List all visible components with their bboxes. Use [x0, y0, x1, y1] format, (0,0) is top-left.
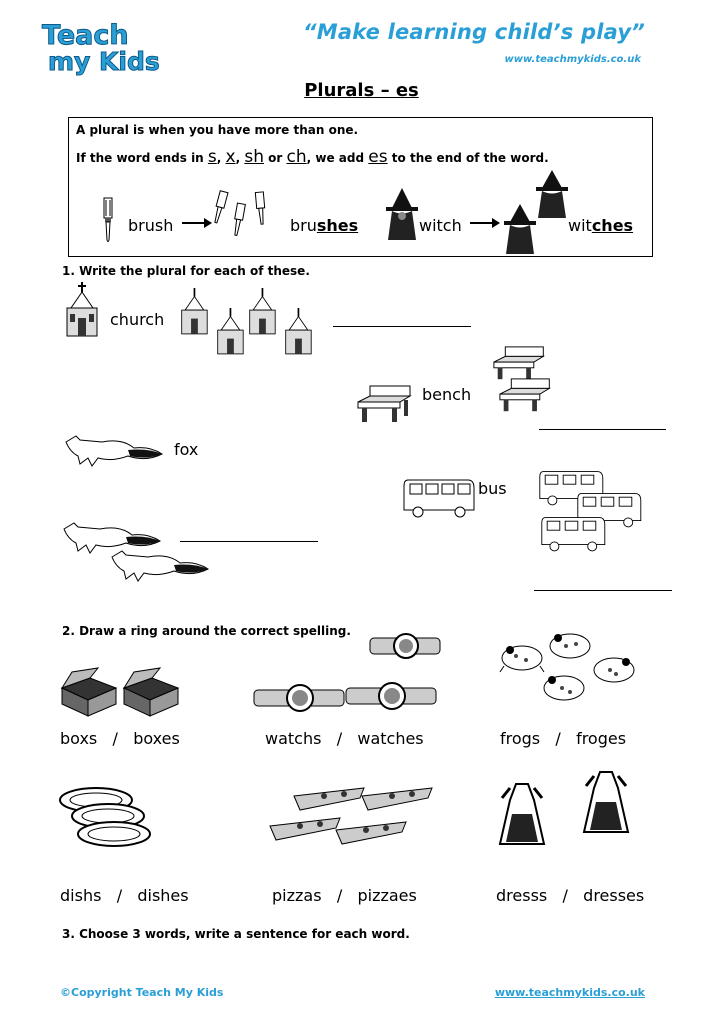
- dress-icon: [498, 772, 638, 848]
- section1-heading: 1. Write the plural for each of these.: [62, 264, 310, 278]
- footer-copyright: ©Copyright Teach My Kids: [60, 986, 224, 999]
- section2-heading: 2. Draw a ring around the correct spelling.: [62, 624, 351, 638]
- brush-icon: [98, 196, 118, 244]
- choice-dish[interactable]: [60, 886, 189, 905]
- letter-s: s: [207, 147, 217, 167]
- brushes-stem: bru: [290, 216, 317, 235]
- choice-separator: /: [336, 729, 343, 748]
- page-title: Plurals – es: [304, 80, 419, 101]
- watch-icon: [254, 628, 444, 714]
- witches-stem: wit: [568, 216, 592, 235]
- choice-dishs[interactable]: dishs: [60, 886, 102, 905]
- choice-watch[interactable]: [265, 729, 424, 748]
- letter-ch: ch: [286, 147, 307, 167]
- answer-line-bench[interactable]: [539, 428, 666, 430]
- example-brush: brush: [128, 216, 174, 235]
- arrow-icon-2: [470, 217, 500, 229]
- bus-icon: [402, 476, 476, 520]
- tagline: “Make learning child’s play”: [303, 20, 645, 44]
- section3-heading: 3. Choose 3 words, write a sentence for each word.: [62, 927, 410, 941]
- box-icon: [60, 668, 184, 720]
- choice-dress[interactable]: [496, 886, 644, 905]
- word-fox: fox: [174, 440, 199, 459]
- fox-icon: [62, 428, 162, 468]
- example-witch: witch: [419, 216, 462, 235]
- choice-froges[interactable]: froges: [576, 729, 627, 748]
- logo-text-teach: Teach: [42, 20, 129, 51]
- choice-separator: /: [555, 729, 561, 748]
- plate-icon: [56, 786, 156, 852]
- choice-watchs[interactable]: watchs: [265, 729, 322, 748]
- witches-ending: ches: [591, 216, 634, 235]
- rule-line-1: A plural is when you have more than one.: [76, 123, 359, 137]
- foxes-icon: [60, 515, 210, 581]
- choice-watches[interactable]: watches: [357, 729, 424, 748]
- logo-text-mykids: my Kids: [48, 47, 160, 76]
- choice-pizza[interactable]: [272, 886, 417, 905]
- letter-es: es: [368, 147, 388, 167]
- logo-graphic: [40, 18, 160, 76]
- choice-frog[interactable]: [500, 729, 626, 748]
- answer-line-bus[interactable]: [534, 589, 672, 591]
- frog-icon: [500, 630, 640, 710]
- choice-boxes[interactable]: boxes: [133, 729, 180, 748]
- benches-icon: [488, 345, 552, 415]
- brushes-ending: shes: [316, 216, 359, 235]
- answer-line-church[interactable]: [333, 325, 471, 327]
- church-icon: [65, 282, 99, 338]
- choice-frogs[interactable]: frogs: [500, 729, 541, 748]
- witch-icon: [384, 188, 420, 242]
- arrow-icon: [182, 217, 212, 229]
- choice-boxs[interactable]: boxs: [60, 729, 98, 748]
- rule-prefix: If the word ends in: [76, 151, 204, 165]
- bench-icon: [356, 384, 414, 424]
- footer-link[interactable]: www.teachmykids.co.uk: [494, 986, 645, 999]
- logo: [40, 18, 160, 76]
- pizza-icon: [270, 782, 438, 872]
- example-brushes: [290, 216, 358, 235]
- churches-icon: [180, 288, 320, 368]
- answer-line-fox[interactable]: [180, 540, 318, 542]
- rule-mid: we add: [315, 151, 365, 165]
- letter-sh: sh: [244, 147, 264, 167]
- choice-dresss[interactable]: dresss: [496, 886, 548, 905]
- word-church: church: [110, 310, 165, 329]
- choice-dresses[interactable]: dresses: [583, 886, 645, 905]
- choice-separator: /: [112, 729, 118, 748]
- buses-icon: [536, 468, 648, 556]
- choice-pizzas[interactable]: pizzas: [272, 886, 322, 905]
- choice-box[interactable]: [60, 729, 180, 748]
- word-bench: bench: [422, 385, 472, 404]
- choice-dishes[interactable]: dishes: [137, 886, 189, 905]
- choice-separator: /: [562, 886, 568, 905]
- choice-pizzaes[interactable]: pizzaes: [357, 886, 417, 905]
- rule-suffix: to the end of the word.: [391, 151, 549, 165]
- example-witches: [568, 216, 633, 235]
- choice-separator: /: [116, 886, 123, 905]
- rule-line-2: If the word ends in s, x, sh or ch, we add es to the end of the word.: [76, 147, 549, 167]
- witches-icon: [502, 170, 568, 256]
- rule-or: or: [268, 151, 283, 165]
- brushes-icon: [214, 190, 274, 246]
- word-bus: bus: [478, 479, 507, 498]
- letter-x: x: [225, 147, 236, 167]
- choice-separator: /: [336, 886, 343, 905]
- header-website: www.teachmykids.co.uk: [504, 54, 641, 65]
